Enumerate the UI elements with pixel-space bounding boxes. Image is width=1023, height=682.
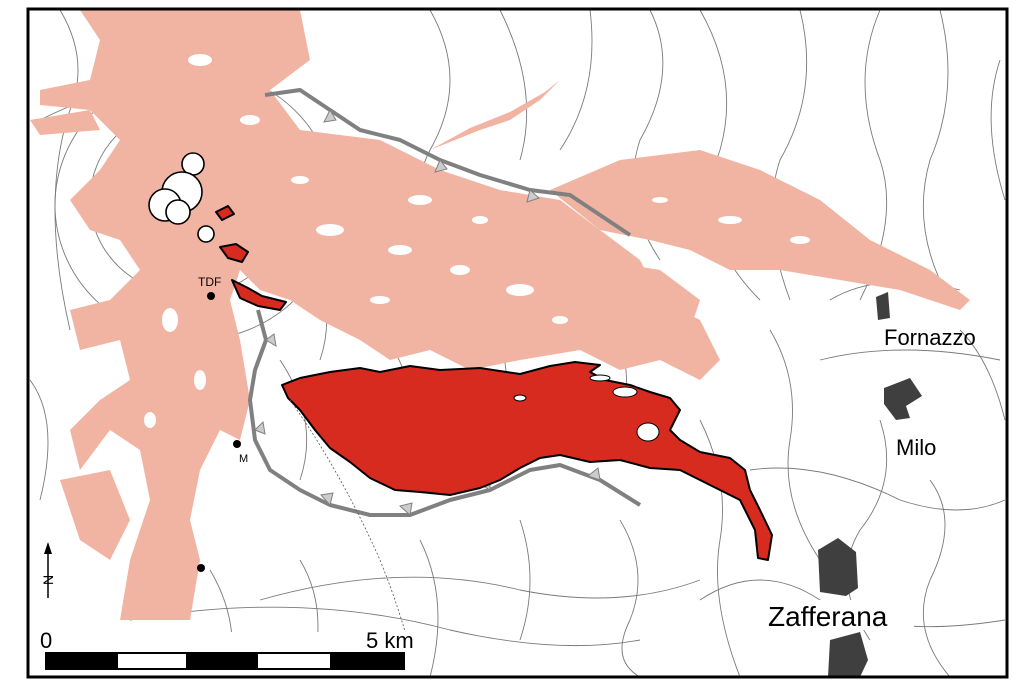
north-arrow-label: N	[40, 574, 56, 585]
town-fornazzo-shape	[876, 292, 890, 320]
south-marker	[197, 564, 205, 572]
town-label-fornazzo: Fornazzo	[884, 325, 976, 350]
scale-end-label: 5 km	[366, 628, 414, 653]
town-label-zafferana: Zafferana	[768, 601, 888, 632]
scale-start-label: 0	[40, 628, 53, 653]
tdf-label: TDF	[198, 275, 222, 289]
town-label-milo: Milo	[896, 435, 937, 460]
m-label: M	[239, 453, 249, 465]
m-marker	[233, 440, 241, 448]
tdf-marker	[207, 292, 215, 300]
scale-bar	[40, 628, 414, 676]
